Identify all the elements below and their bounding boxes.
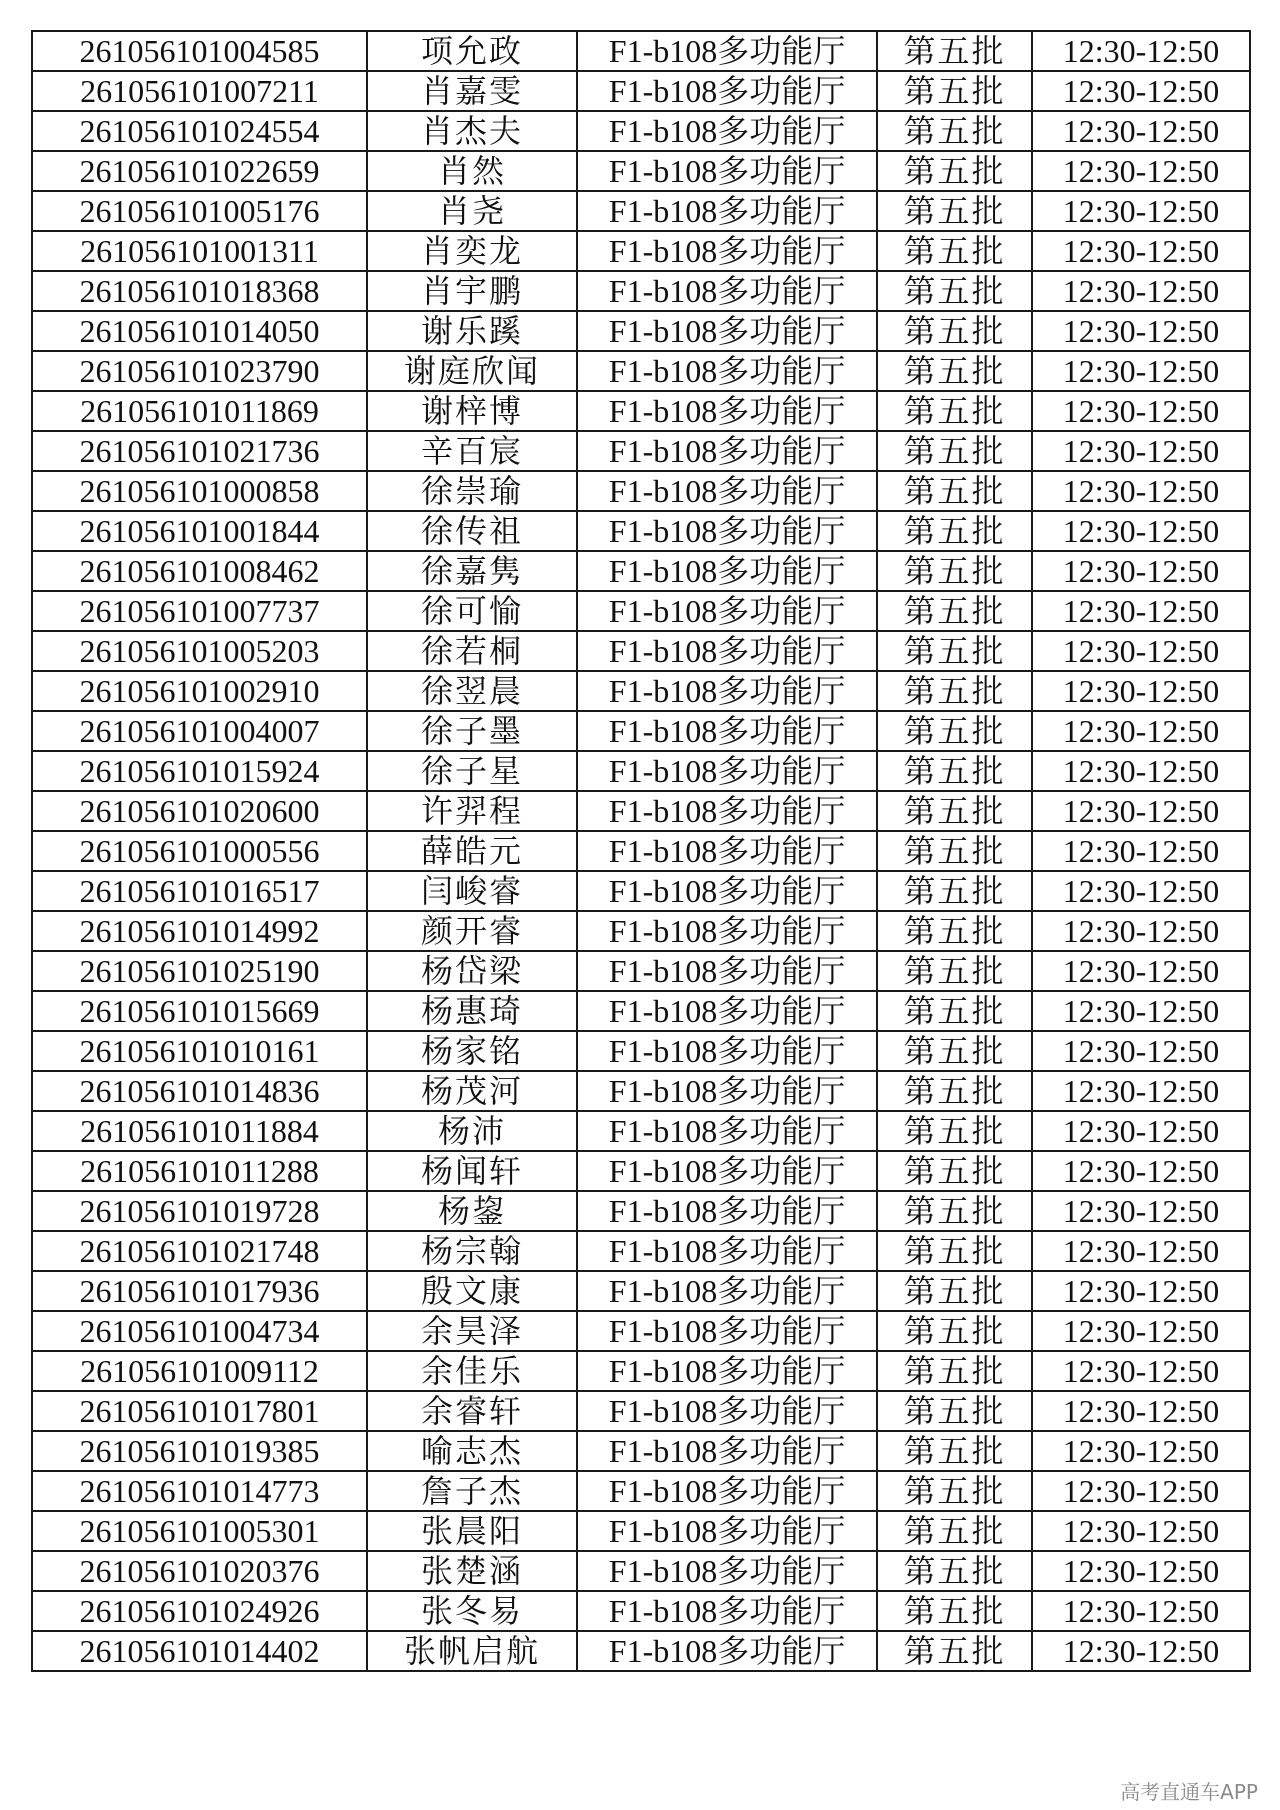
student-name-cell: 杨宗翰 xyxy=(367,1231,577,1271)
student-name-cell: 徐嘉隽 xyxy=(367,551,577,591)
batch-cell: 第五批 xyxy=(877,1111,1032,1151)
exam-room-cell: F1-b108多功能厅 xyxy=(577,791,877,831)
batch-cell: 第五批 xyxy=(877,31,1032,71)
table-row xyxy=(32,1551,1250,1591)
exam-room-cell: F1-b108多功能厅 xyxy=(577,551,877,591)
time-slot-cell: 12:30-12:50 xyxy=(1032,311,1250,351)
exam-room-cell: F1-b108多功能厅 xyxy=(577,1471,877,1511)
batch-cell: 第五批 xyxy=(877,1231,1032,1271)
exam-room-cell: F1-b108多功能厅 xyxy=(577,631,877,671)
batch-cell: 第五批 xyxy=(877,871,1032,911)
time-slot-cell: 12:30-12:50 xyxy=(1032,631,1250,671)
batch-cell: 第五批 xyxy=(877,231,1032,271)
student-id-cell: 261056101004734 xyxy=(32,1311,367,1351)
table-row xyxy=(32,1191,1250,1231)
batch-cell: 第五批 xyxy=(877,1191,1032,1231)
table-row xyxy=(32,271,1250,311)
student-id-cell: 261056101001311 xyxy=(32,231,367,271)
student-name-cell: 项允政 xyxy=(367,31,577,71)
batch-cell: 第五批 xyxy=(877,551,1032,591)
student-id-cell: 261056101014836 xyxy=(32,1071,367,1111)
time-slot-cell: 12:30-12:50 xyxy=(1032,271,1250,311)
exam-room-cell: F1-b108多功能厅 xyxy=(577,391,877,431)
student-name-cell: 张楚涵 xyxy=(367,1551,577,1591)
student-id-cell: 261056101009112 xyxy=(32,1351,367,1391)
table-row xyxy=(32,1631,1250,1671)
student-name-cell: 颜开睿 xyxy=(367,911,577,951)
time-slot-cell: 12:30-12:50 xyxy=(1032,671,1250,711)
batch-cell: 第五批 xyxy=(877,951,1032,991)
batch-cell: 第五批 xyxy=(877,1471,1032,1511)
table-row xyxy=(32,591,1250,631)
batch-cell: 第五批 xyxy=(877,151,1032,191)
student-name-cell: 殷文康 xyxy=(367,1271,577,1311)
batch-cell: 第五批 xyxy=(877,911,1032,951)
student-id-cell: 261056101011869 xyxy=(32,391,367,431)
exam-room-cell: F1-b108多功能厅 xyxy=(577,1551,877,1591)
table-row xyxy=(32,151,1250,191)
exam-room-cell: F1-b108多功能厅 xyxy=(577,1511,877,1551)
time-slot-cell: 12:30-12:50 xyxy=(1032,751,1250,791)
time-slot-cell: 12:30-12:50 xyxy=(1032,991,1250,1031)
table-row xyxy=(32,71,1250,111)
exam-room-cell: F1-b108多功能厅 xyxy=(577,511,877,551)
student-name-cell: 徐崇瑜 xyxy=(367,471,577,511)
student-id-cell: 261056101019385 xyxy=(32,1431,367,1471)
table-row xyxy=(32,1031,1250,1071)
exam-room-cell: F1-b108多功能厅 xyxy=(577,71,877,111)
student-name-cell: 谢庭欣闻 xyxy=(367,351,577,391)
student-id-cell: 261056101004585 xyxy=(32,31,367,71)
student-name-cell: 杨鋆 xyxy=(367,1191,577,1231)
table-row xyxy=(32,1311,1250,1351)
table-row xyxy=(32,631,1250,671)
time-slot-cell: 12:30-12:50 xyxy=(1032,1631,1250,1671)
student-name-cell: 余佳乐 xyxy=(367,1351,577,1391)
exam-room-cell: F1-b108多功能厅 xyxy=(577,1191,877,1231)
exam-room-cell: F1-b108多功能厅 xyxy=(577,751,877,791)
student-id-cell: 261056101016517 xyxy=(32,871,367,911)
exam-room-cell: F1-b108多功能厅 xyxy=(577,1431,877,1471)
table-row xyxy=(32,1151,1250,1191)
student-id-cell: 261056101002910 xyxy=(32,671,367,711)
exam-room-cell: F1-b108多功能厅 xyxy=(577,1591,877,1631)
batch-cell: 第五批 xyxy=(877,671,1032,711)
exam-room-cell: F1-b108多功能厅 xyxy=(577,1271,877,1311)
exam-room-cell: F1-b108多功能厅 xyxy=(577,31,877,71)
table-row xyxy=(32,311,1250,351)
student-name-cell: 詹子杰 xyxy=(367,1471,577,1511)
student-id-cell: 261056101017936 xyxy=(32,1271,367,1311)
batch-cell: 第五批 xyxy=(877,791,1032,831)
time-slot-cell: 12:30-12:50 xyxy=(1032,1231,1250,1271)
batch-cell: 第五批 xyxy=(877,351,1032,391)
exam-room-cell: F1-b108多功能厅 xyxy=(577,991,877,1031)
student-name-cell: 喻志杰 xyxy=(367,1431,577,1471)
time-slot-cell: 12:30-12:50 xyxy=(1032,1191,1250,1231)
student-name-cell: 辛百宸 xyxy=(367,431,577,471)
time-slot-cell: 12:30-12:50 xyxy=(1032,1071,1250,1111)
exam-room-cell: F1-b108多功能厅 xyxy=(577,951,877,991)
time-slot-cell: 12:30-12:50 xyxy=(1032,1151,1250,1191)
student-name-cell: 肖杰夫 xyxy=(367,111,577,151)
time-slot-cell: 12:30-12:50 xyxy=(1032,871,1250,911)
time-slot-cell: 12:30-12:50 xyxy=(1032,1431,1250,1471)
batch-cell: 第五批 xyxy=(877,751,1032,791)
table-row xyxy=(32,1511,1250,1551)
exam-room-cell: F1-b108多功能厅 xyxy=(577,1071,877,1111)
time-slot-cell: 12:30-12:50 xyxy=(1032,711,1250,751)
time-slot-cell: 12:30-12:50 xyxy=(1032,831,1250,871)
table-row xyxy=(32,511,1250,551)
table-row xyxy=(32,1111,1250,1151)
student-id-cell: 261056101025190 xyxy=(32,951,367,991)
table-row xyxy=(32,1271,1250,1311)
schedule-table-body xyxy=(32,31,1250,1671)
student-name-cell: 闫峻睿 xyxy=(367,871,577,911)
student-name-cell: 徐翌晨 xyxy=(367,671,577,711)
exam-room-cell: F1-b108多功能厅 xyxy=(577,591,877,631)
student-name-cell: 杨惠琦 xyxy=(367,991,577,1031)
student-id-cell: 261056101020600 xyxy=(32,791,367,831)
student-name-cell: 余睿轩 xyxy=(367,1391,577,1431)
student-name-cell: 许羿程 xyxy=(367,791,577,831)
student-id-cell: 261056101005176 xyxy=(32,191,367,231)
table-row xyxy=(32,1071,1250,1111)
student-id-cell: 261056101011884 xyxy=(32,1111,367,1151)
table-row xyxy=(32,951,1250,991)
exam-room-cell: F1-b108多功能厅 xyxy=(577,151,877,191)
schedule-table xyxy=(31,30,1251,1672)
student-id-cell: 261056101018368 xyxy=(32,271,367,311)
exam-room-cell: F1-b108多功能厅 xyxy=(577,1391,877,1431)
table-row xyxy=(32,391,1250,431)
student-name-cell: 杨闻轩 xyxy=(367,1151,577,1191)
student-id-cell: 261056101000858 xyxy=(32,471,367,511)
student-id-cell: 261056101014402 xyxy=(32,1631,367,1671)
student-id-cell: 261056101020376 xyxy=(32,1551,367,1591)
table-row xyxy=(32,791,1250,831)
watermark-text: 高考直通车APP xyxy=(1120,1780,1258,1804)
student-name-cell: 谢梓博 xyxy=(367,391,577,431)
time-slot-cell: 12:30-12:50 xyxy=(1032,1311,1250,1351)
student-name-cell: 肖宇鹏 xyxy=(367,271,577,311)
time-slot-cell: 12:30-12:50 xyxy=(1032,31,1250,71)
table-row xyxy=(32,871,1250,911)
batch-cell: 第五批 xyxy=(877,471,1032,511)
time-slot-cell: 12:30-12:50 xyxy=(1032,911,1250,951)
student-id-cell: 261056101015924 xyxy=(32,751,367,791)
batch-cell: 第五批 xyxy=(877,431,1032,471)
exam-room-cell: F1-b108多功能厅 xyxy=(577,1351,877,1391)
exam-room-cell: F1-b108多功能厅 xyxy=(577,431,877,471)
batch-cell: 第五批 xyxy=(877,1511,1032,1551)
student-name-cell: 张晨阳 xyxy=(367,1511,577,1551)
exam-room-cell: F1-b108多功能厅 xyxy=(577,1151,877,1191)
exam-room-cell: F1-b108多功能厅 xyxy=(577,311,877,351)
exam-room-cell: F1-b108多功能厅 xyxy=(577,711,877,751)
student-id-cell: 261056101011288 xyxy=(32,1151,367,1191)
student-id-cell: 261056101021748 xyxy=(32,1231,367,1271)
table-row xyxy=(32,1351,1250,1391)
student-name-cell: 徐传祖 xyxy=(367,511,577,551)
student-id-cell: 261056101014992 xyxy=(32,911,367,951)
student-id-cell: 261056101024554 xyxy=(32,111,367,151)
time-slot-cell: 12:30-12:50 xyxy=(1032,1031,1250,1071)
table-row xyxy=(32,911,1250,951)
time-slot-cell: 12:30-12:50 xyxy=(1032,591,1250,631)
batch-cell: 第五批 xyxy=(877,511,1032,551)
time-slot-cell: 12:30-12:50 xyxy=(1032,71,1250,111)
time-slot-cell: 12:30-12:50 xyxy=(1032,391,1250,431)
batch-cell: 第五批 xyxy=(877,271,1032,311)
batch-cell: 第五批 xyxy=(877,1631,1032,1671)
table-row xyxy=(32,551,1250,591)
student-name-cell: 杨岱梁 xyxy=(367,951,577,991)
exam-room-cell: F1-b108多功能厅 xyxy=(577,111,877,151)
time-slot-cell: 12:30-12:50 xyxy=(1032,1271,1250,1311)
time-slot-cell: 12:30-12:50 xyxy=(1032,1471,1250,1511)
exam-room-cell: F1-b108多功能厅 xyxy=(577,911,877,951)
student-id-cell: 261056101014050 xyxy=(32,311,367,351)
student-name-cell: 张冬易 xyxy=(367,1591,577,1631)
batch-cell: 第五批 xyxy=(877,1151,1032,1191)
time-slot-cell: 12:30-12:50 xyxy=(1032,1511,1250,1551)
student-id-cell: 261056101024926 xyxy=(32,1591,367,1631)
exam-room-cell: F1-b108多功能厅 xyxy=(577,271,877,311)
time-slot-cell: 12:30-12:50 xyxy=(1032,191,1250,231)
exam-room-cell: F1-b108多功能厅 xyxy=(577,471,877,511)
batch-cell: 第五批 xyxy=(877,1591,1032,1631)
exam-room-cell: F1-b108多功能厅 xyxy=(577,351,877,391)
table-row xyxy=(32,831,1250,871)
table-row xyxy=(32,711,1250,751)
time-slot-cell: 12:30-12:50 xyxy=(1032,231,1250,271)
table-row xyxy=(32,111,1250,151)
table-row xyxy=(32,431,1250,471)
time-slot-cell: 12:30-12:50 xyxy=(1032,111,1250,151)
exam-room-cell: F1-b108多功能厅 xyxy=(577,231,877,271)
student-id-cell: 261056101001844 xyxy=(32,511,367,551)
exam-room-cell: F1-b108多功能厅 xyxy=(577,1631,877,1671)
student-name-cell: 徐可愉 xyxy=(367,591,577,631)
student-name-cell: 肖奕龙 xyxy=(367,231,577,271)
student-id-cell: 261056101017801 xyxy=(32,1391,367,1431)
batch-cell: 第五批 xyxy=(877,71,1032,111)
student-id-cell: 261056101007211 xyxy=(32,71,367,111)
exam-room-cell: F1-b108多功能厅 xyxy=(577,831,877,871)
batch-cell: 第五批 xyxy=(877,1271,1032,1311)
student-name-cell: 肖然 xyxy=(367,151,577,191)
batch-cell: 第五批 xyxy=(877,1351,1032,1391)
time-slot-cell: 12:30-12:50 xyxy=(1032,351,1250,391)
student-id-cell: 261056101023790 xyxy=(32,351,367,391)
time-slot-cell: 12:30-12:50 xyxy=(1032,471,1250,511)
time-slot-cell: 12:30-12:50 xyxy=(1032,1591,1250,1631)
batch-cell: 第五批 xyxy=(877,1071,1032,1111)
table-row xyxy=(32,351,1250,391)
table-row xyxy=(32,231,1250,271)
student-name-cell: 徐子星 xyxy=(367,751,577,791)
time-slot-cell: 12:30-12:50 xyxy=(1032,431,1250,471)
student-id-cell: 261056101005301 xyxy=(32,1511,367,1551)
student-name-cell: 肖嘉雯 xyxy=(367,71,577,111)
student-name-cell: 杨家铭 xyxy=(367,1031,577,1071)
student-name-cell: 徐子墨 xyxy=(367,711,577,751)
batch-cell: 第五批 xyxy=(877,1391,1032,1431)
student-name-cell: 徐若桐 xyxy=(367,631,577,671)
batch-cell: 第五批 xyxy=(877,191,1032,231)
table-row xyxy=(32,991,1250,1031)
student-id-cell: 261056101014773 xyxy=(32,1471,367,1511)
time-slot-cell: 12:30-12:50 xyxy=(1032,1391,1250,1431)
student-id-cell: 261056101019728 xyxy=(32,1191,367,1231)
exam-room-cell: F1-b108多功能厅 xyxy=(577,871,877,911)
time-slot-cell: 12:30-12:50 xyxy=(1032,551,1250,591)
time-slot-cell: 12:30-12:50 xyxy=(1032,791,1250,831)
time-slot-cell: 12:30-12:50 xyxy=(1032,151,1250,191)
batch-cell: 第五批 xyxy=(877,391,1032,431)
time-slot-cell: 12:30-12:50 xyxy=(1032,951,1250,991)
batch-cell: 第五批 xyxy=(877,631,1032,671)
exam-room-cell: F1-b108多功能厅 xyxy=(577,1311,877,1351)
table-row xyxy=(32,671,1250,711)
student-name-cell: 薛皓元 xyxy=(367,831,577,871)
batch-cell: 第五批 xyxy=(877,311,1032,351)
batch-cell: 第五批 xyxy=(877,1551,1032,1591)
student-name-cell: 肖尧 xyxy=(367,191,577,231)
table-row xyxy=(32,1431,1250,1471)
table-row xyxy=(32,31,1250,71)
batch-cell: 第五批 xyxy=(877,111,1032,151)
batch-cell: 第五批 xyxy=(877,711,1032,751)
table-row xyxy=(32,751,1250,791)
exam-room-cell: F1-b108多功能厅 xyxy=(577,1231,877,1271)
exam-room-cell: F1-b108多功能厅 xyxy=(577,191,877,231)
student-name-cell: 杨沛 xyxy=(367,1111,577,1151)
batch-cell: 第五批 xyxy=(877,591,1032,631)
exam-room-cell: F1-b108多功能厅 xyxy=(577,671,877,711)
table-row xyxy=(32,191,1250,231)
time-slot-cell: 12:30-12:50 xyxy=(1032,1111,1250,1151)
batch-cell: 第五批 xyxy=(877,1031,1032,1071)
table-row xyxy=(32,1471,1250,1511)
student-id-cell: 261056101004007 xyxy=(32,711,367,751)
exam-room-cell: F1-b108多功能厅 xyxy=(577,1111,877,1151)
student-name-cell: 谢乐蹊 xyxy=(367,311,577,351)
table-row xyxy=(32,1391,1250,1431)
table-row xyxy=(32,1591,1250,1631)
student-id-cell: 261056101005203 xyxy=(32,631,367,671)
batch-cell: 第五批 xyxy=(877,831,1032,871)
student-id-cell: 261056101015669 xyxy=(32,991,367,1031)
table-row xyxy=(32,471,1250,511)
student-id-cell: 261056101007737 xyxy=(32,591,367,631)
batch-cell: 第五批 xyxy=(877,991,1032,1031)
student-id-cell: 261056101021736 xyxy=(32,431,367,471)
time-slot-cell: 12:30-12:50 xyxy=(1032,511,1250,551)
student-name-cell: 余昊泽 xyxy=(367,1311,577,1351)
time-slot-cell: 12:30-12:50 xyxy=(1032,1551,1250,1591)
student-name-cell: 杨茂河 xyxy=(367,1071,577,1111)
student-id-cell: 261056101008462 xyxy=(32,551,367,591)
student-name-cell: 张帆启航 xyxy=(367,1631,577,1671)
student-id-cell: 261056101000556 xyxy=(32,831,367,871)
student-id-cell: 261056101010161 xyxy=(32,1031,367,1071)
table-row xyxy=(32,1231,1250,1271)
batch-cell: 第五批 xyxy=(877,1311,1032,1351)
exam-room-cell: F1-b108多功能厅 xyxy=(577,1031,877,1071)
student-id-cell: 261056101022659 xyxy=(32,151,367,191)
time-slot-cell: 12:30-12:50 xyxy=(1032,1351,1250,1391)
batch-cell: 第五批 xyxy=(877,1431,1032,1471)
